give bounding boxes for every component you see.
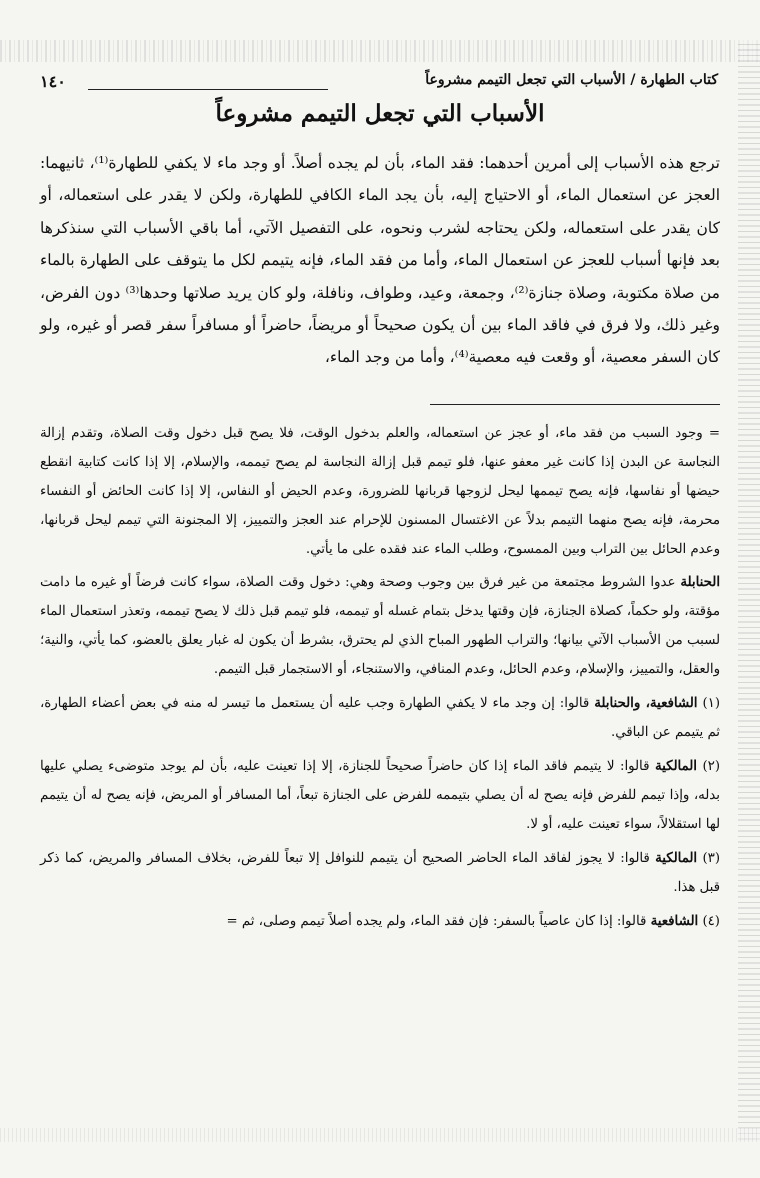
footnote-3-number: (٣) [702, 850, 721, 866]
footnote-3-label: المالكية [655, 850, 698, 866]
body-paragraph: ترجع هذه الأسباب إلى أمرين أحدهما: فقد الماء، بأن لم يجده أصلاً. أو وجد ماء لا يكفي للطهارة⁽¹⁾، ثانيهما: العجز عن استعمال الماء، أو الاحتياج إليه، بأن يجد الماء الكافي للطهارة، ولكن لا يقدر على استعماله، أو كان يقدر على استعماله، ولكن يحتاجه لشرب ونحوه، على التفصيل الآتي، أما باقي الأسباب التي سنذكرها بعد فإنها أسباب للعجز عن استعمال الماء، وأما من فقد الماء، فإنه يتيمم لكل ما يتوقف على الطهارة بالماء من صلاة مكتوبة، وصلاة جنازة⁽²⁾، وجمعة، وعيد، وطواف، ونافلة، ولو كان يريد صلاتها وحدها⁽³⁾ دون الفرض، وغير ذلك، ولا فرق في فاقد الماء بين أن يكون صحيحاً أو مريضاً، حاضراً أو مسافراً سفر قصر أو غيره، ولو كان السفر معصية، أو وقعت فيه معصية⁽⁴⁾، وأما من وجد الماء، [40, 154, 720, 367]
footnote-divider [430, 404, 720, 405]
footnote-4-text: قالوا: إذا كان عاصياً بالسفر: فإن فقد الماء، ولم يجده أصلاً تيمم وصلى، ثم = [226, 913, 647, 929]
note-hanabila [40, 568, 720, 684]
footnote-2-number: (٢) [702, 758, 721, 774]
header-rule [88, 89, 328, 90]
footnote-1 [40, 689, 720, 747]
footnote-2 [40, 752, 720, 839]
note-hanabila-label: الحنابلة [680, 574, 721, 590]
footnote-2-label: المالكية [654, 758, 697, 774]
footnote-1-text: قالوا: إن وجد ماء لا يكفي الطهارة وجب عليه أن يستعمل ما تيسر له منه في بعض أعضاء الطهارة، ثم يتيمم عن الباقي. [40, 695, 720, 740]
running-title: كتاب الطهارة / الأسباب التي تجعل التيمم مشروعاً [425, 72, 718, 88]
footnote-4-number: (٤) [702, 913, 720, 929]
scan-noise-right [738, 40, 760, 1140]
note-hanabila-text: عدوا الشروط مجتمعة من غير فرق بين وجوب وصحة وهي: دخول وقت الصلاة، سواء كانت فرضاً أو غيره ما دامت مؤقتة، ولو حكماً، كصلاة الجنازة، فإن وقتها يدخل بتمام غسله أو تيممه، فلو تيمم قبل ذلك لا يصح تيممه، وتعذر استعمال الماء لسبب من الأسباب الآتي بيانها؛ والتراب الطهور المباح الذي لم يحترق، بشرط أن يكون له غبار يعلق بالعضو، كما يأتي، والنية؛ والعقل، والتمييز، والإسلام، وعدم الحائل، وعدم المنافي، والاستنجاء، أو الاستجمار قبل التيمم. [40, 574, 720, 677]
footnote-3-text: قالوا: لا يجوز لفاقد الماء الحاضر الصحيح أن يتيمم للنوافل إلا تبعاً للفرض، بخلاف المسافر والمريض، كما ذكر قبل هذا. [40, 850, 720, 895]
footnote-1-number: (١) [702, 695, 721, 711]
footnote-1-label: الشافعية، والحنابلة [594, 695, 698, 711]
footnote-2-text: قالوا: لا يتيمم فاقد الماء إذا كان حاضراً صحيحاً للجنازة، إلا إذا تعينت عليه، بأن لم يوجد متوضىء يصلي عليها بدله، وإذا تيمم للفرض فإنه يصح له أن يصلي بتيممه للفرض على الجنازة تبعاً، أما المسافر أو المريض، فإنه يصح له أن يتيمم لها استقلالاً، سواء تعينت عليه، أو لا. [40, 758, 720, 832]
footnote-4 [40, 907, 720, 936]
footnote-4-label: الشافعية [650, 913, 699, 929]
footnote-3 [40, 844, 720, 902]
footnotes [40, 419, 720, 936]
scan-noise-bottom [0, 1128, 760, 1142]
book-page [40, 62, 720, 1122]
page-number: ١٤٠ [40, 72, 66, 91]
scan-noise-top [0, 40, 760, 62]
main-text [40, 147, 720, 374]
page-header [40, 62, 720, 96]
section-title: الأسباب التي تجعل التيمم مشروعاً [215, 100, 545, 127]
note-continuation: = وجود السبب من فقد ماء، أو عجز عن استعماله، والعلم بدخول الوقت، فلا يصح قبل دخول وقت الصلاة، وتقدم إزالة النجاسة عن البدن إذا كانت غير معفو عنها، فلو تيمم قبل إزالة النجاسة لم يصح تيممه، والإسلام، إلا إذا كانت كتابية انقطع حيضها أو نفاسها، فإنه يصح تيممها ليحل لزوجها قربانها للضرورة، وعدم الحيض أو النفاس، إلا إذا كانت الحائض أو النفساء محرمة، فإنه يصح منهما التيمم بدلاً عن الاغتسال المسنون للإحرام عند العجز والتمييز، إلا المجنونة التي تيمم ليحل قربانها، وعدم الحائل بين التراب وبين الممسوح، وطلب الماء عند فقده على ما يأتي. [40, 425, 720, 557]
